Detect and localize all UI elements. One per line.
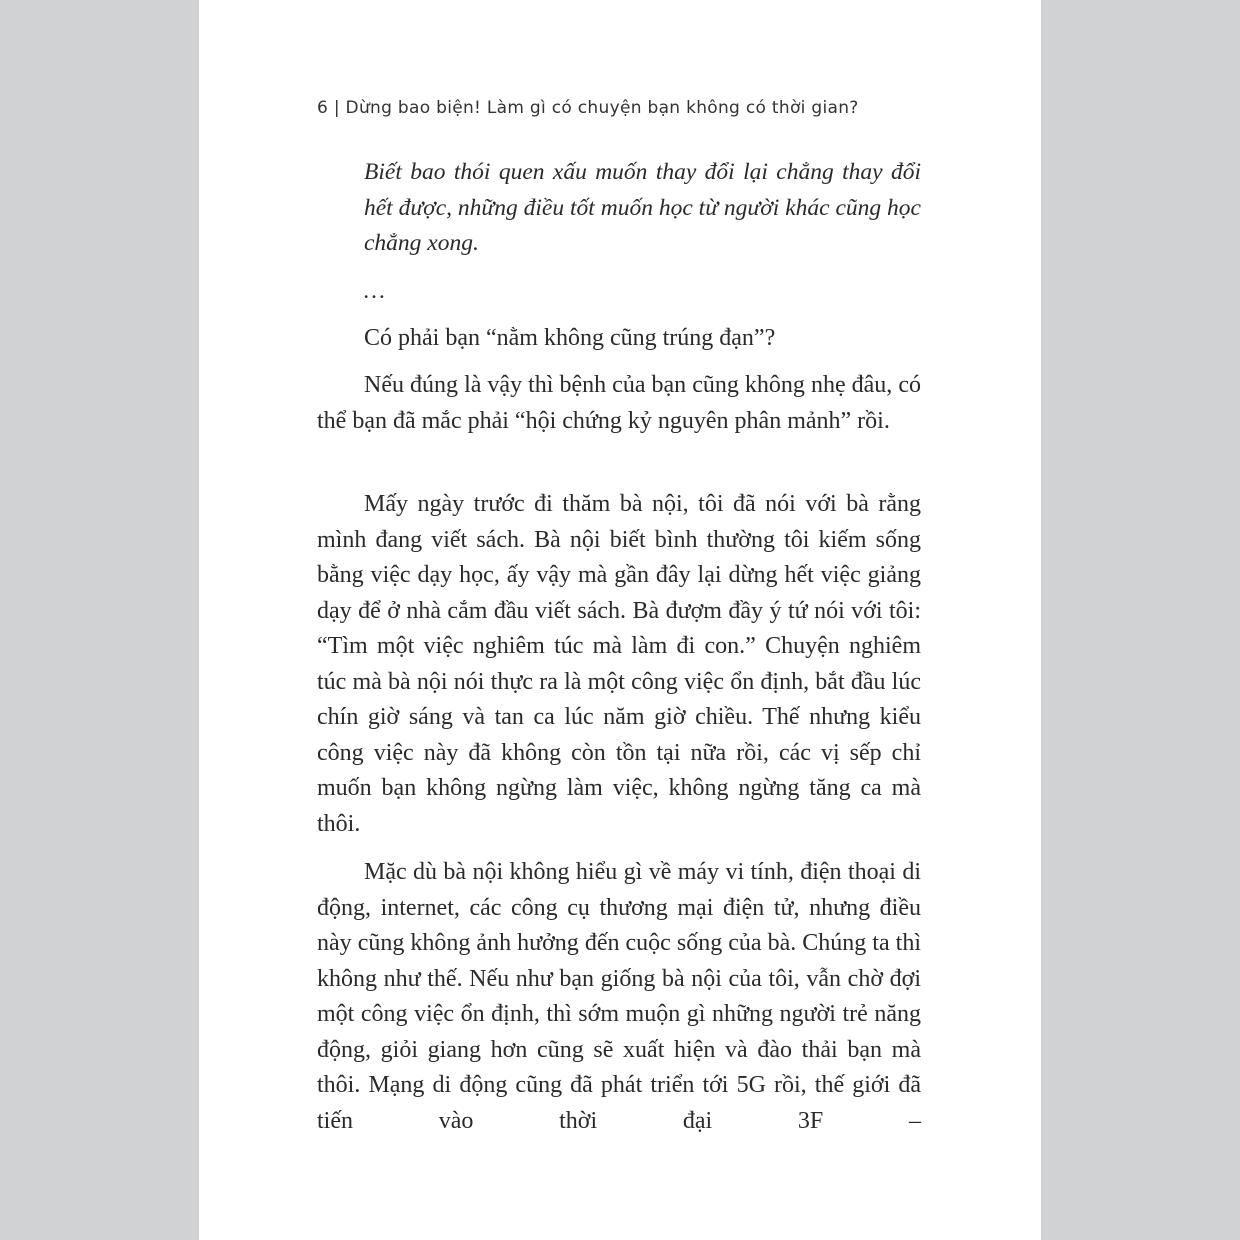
ellipsis: … [364,278,385,304]
paragraph-3: Mấy ngày trước đi thăm bà nội, tôi đã nói với bà rằng mình đang viết sách. Bà nội biết bình thường tôi kiếm sống bằng việc dạy học, ấy vậy mà gần đây lại dừng hết việc giảng dạy để ở nhà cắm đầu viết sách. Bà đượm đầy ý tứ nói với tôi: “Tìm một việc nghiêm túc mà làm đi con.” Chuyện nghiêm túc mà bà nội nói thực ra là một công việc ổn định, bắt đầu lúc chín giờ sáng và tan ca lúc năm giờ chiều. Thế nhưng kiểu công việc này đã không còn tồn tại nữa rồi, các vị sếp chỉ muốn bạn không ngừng làm việc, không ngừng tăng ca mà thôi. [317,491,921,837]
quote-block: Biết bao thói quen xấu muốn thay đổi lại chẳng thay đổi hết được, những điều tốt muốn học từ người khác cũng học chẳng xong. [364,159,921,256]
book-page [199,0,1041,1240]
paragraph-1: Có phải bạn “nằm không cũng trúng đạn”? [364,325,776,351]
paragraph-2: Nếu đúng là vậy thì bệnh của bạn cũng không nhẹ đâu, có thể bạn đã mắc phải “hội chứng kỷ nguyên phân mảnh” rồi. [317,372,921,434]
running-header: 6 | Dừng bao biện! Làm gì có chuyện bạn không có thời gian? [317,98,859,118]
paragraph-4: Mặc dù bà nội không hiểu gì về máy vi tính, điện thoại di động, internet, các công cụ thương mại điện tử, nhưng điều này cũng không ảnh hưởng đến cuộc sống của bà. Chúng ta thì không như thế. Nếu như bạn giống bà nội của tôi, vẫn chờ đợi một công việc ổn định, thì sớm muộn gì những người trẻ năng động, giỏi giang hơn cũng sẽ xuất hiện và đào thải bạn mà thôi. Mạng di động cũng đã phát triển tới 5G rồi, thế giới đã tiến vào thời đại 3F – [317,859,921,1134]
